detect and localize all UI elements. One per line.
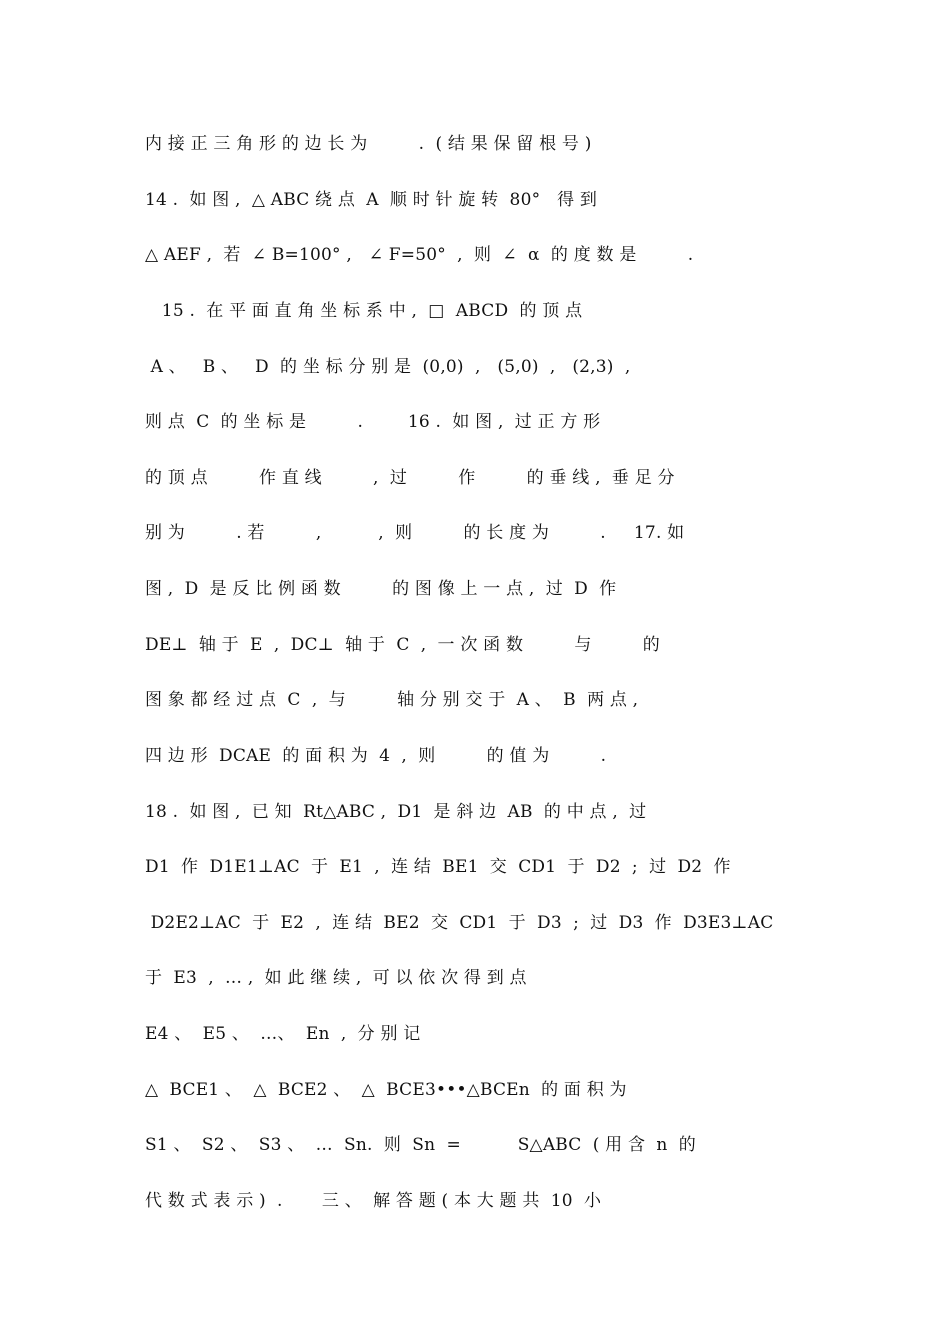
text-line: D2E2⊥AC 于 E2 , 连 结 BE2 交 CD1 于 D3 ; 过 D3 作 D3E3⊥AC [145,913,774,933]
text-line: 于 E3 , … , 如 此 继 续 , 可 以 依 次 得 到 点 [145,968,527,988]
text-line: 的 顶 点 作 直 线 , 过 作 的 垂 线 , 垂 足 分 [145,468,675,488]
text-line: 代 数 式 表 示 ) . 三 、 解 答 题 ( 本 大 题 共 10 小 [145,1191,602,1211]
text-line: 图 象 都 经 过 点 C , 与 轴 分 别 交 于 A 、 B 两 点 , [145,690,639,710]
text-line: △ BCE1 、 △ BCE2 、 △ BCE3•••△BCEn 的 面 积 为 [145,1080,627,1100]
text-line: 别 为 . 若 , , 则 的 长 度 为 . 17. 如 [145,523,685,543]
text-line: DE⊥ 轴 于 E , DC⊥ 轴 于 C , 一 次 函 数 与 的 [145,635,660,655]
text-line: 四 边 形 DCAE 的 面 积 为 4 , 则 的 值 为 . [145,746,607,766]
text-line: 15 . 在 平 面 直 角 坐 标 系 中 , □ ABCD 的 顶 点 [145,301,583,321]
text-line: 内 接 正 三 角 形 的 边 长 为 . ( 结 果 保 留 根 号 ) [145,134,592,154]
text-line: 图 , D 是 反 比 例 函 数 的 图 像 上 一 点 , 过 D 作 [145,579,617,599]
text-line: △ AEF , 若 ∠ B=100° , ∠ F=50° , 则 ∠ α 的 度 数 是 . [145,245,694,265]
text-line: E4 、 E5 、 …、 En , 分 别 记 [145,1024,421,1044]
text-line: 则 点 C 的 坐 标 是 . 16 . 如 图 , 过 正 方 形 [145,412,601,432]
text-line: 18 . 如 图 , 已 知 Rt△ABC , D1 是 斜 边 AB 的 中 点 , 过 [145,802,647,822]
text-line: 14 . 如 图 , △ ABC 绕 点 A 顺 时 针 旋 转 80° 得 到 [145,190,598,210]
text-line: S1 、 S2 、 S3 、 … Sn. 则 Sn = S△ABC ( 用 含 n 的 [145,1135,696,1155]
text-line: D1 作 D1E1⊥AC 于 E1 , 连 结 BE1 交 CD1 于 D2 ; 过 D2 作 [145,857,731,877]
text-line: A 、 B 、 D 的 坐 标 分 别 是 (0,0) , (5,0) , (2,3) , [145,357,631,377]
